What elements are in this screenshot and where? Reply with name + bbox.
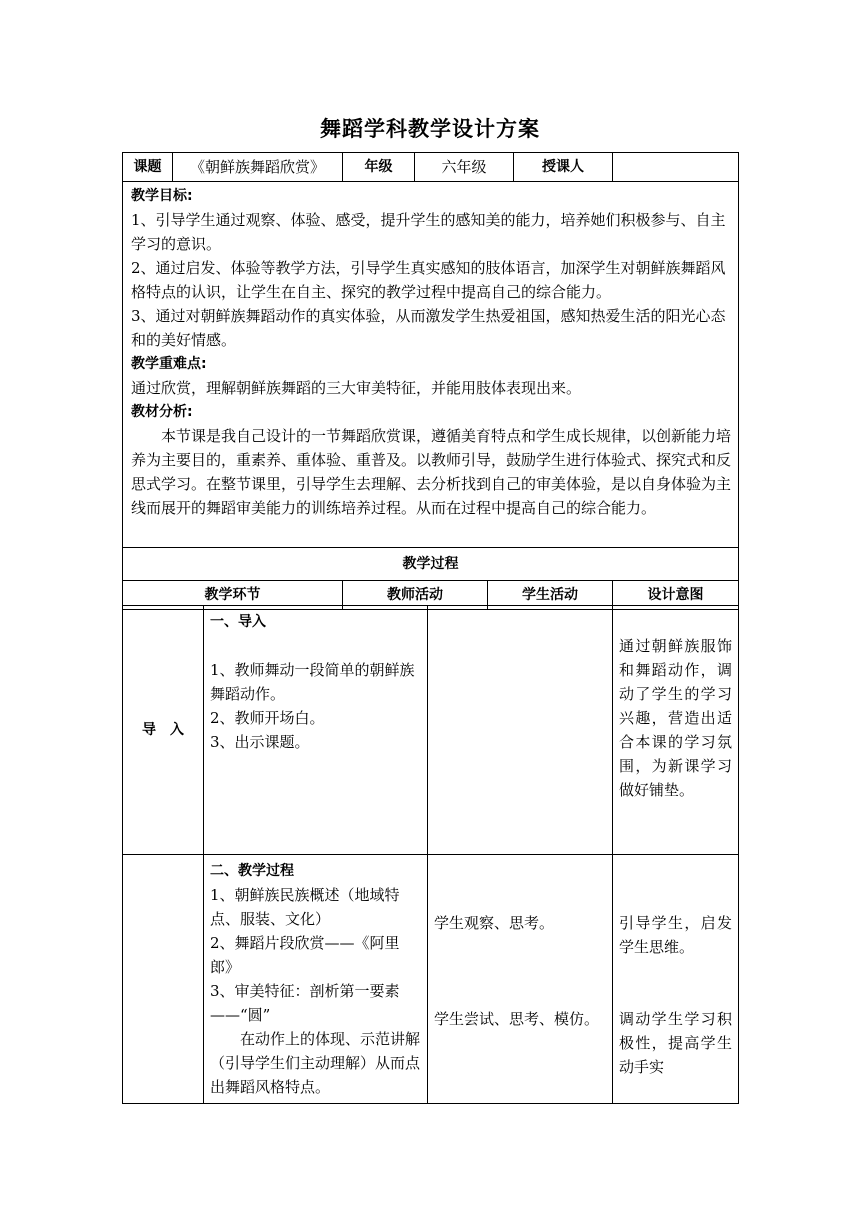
grade-value: 六年级 (415, 153, 514, 182)
process-row-main (123, 855, 739, 1104)
teacher-item: 3、审美特征：剖析第一要素——“圆” (210, 982, 400, 1024)
column-intent: 设计意图 (613, 581, 739, 610)
goals-heading: 教学目标: (131, 188, 193, 204)
analysis-text: 本节课是我自己设计的一节舞蹈欣赏课，遵循美育特点和学生成长规律，以创新能力培养为主要目的，重素养、重体验、重普及。以教师引导，鼓励学生进行体验式、探究式和反思式学习。在整节课里，引导学生去理解、去分析找到自己的审美体验，是以自身体验为主线而展开的舞蹈审美能力的训练培养过程。从而在过程中提高自己的综合能力。 (131, 427, 732, 517)
teacher-value (613, 153, 739, 182)
teacher-heading-intro: 一、导入 (210, 614, 266, 630)
analysis-heading: 教材分析: (131, 404, 193, 420)
student-intro (428, 606, 613, 855)
teacher-item: 2、教师开场白。 (210, 709, 325, 727)
grade-label: 年级 (343, 153, 415, 182)
intent-item: 引导学生，启发学生思维。 (619, 914, 732, 956)
process-heading: 教学过程 (123, 548, 739, 581)
key-points-heading: 教学重难点: (131, 356, 207, 372)
student-item: 学生观察、思考。 (434, 914, 555, 932)
teacher-item: 3、出示课题。 (210, 733, 310, 751)
course-value: 《朝鲜族舞蹈欣赏》 (173, 153, 343, 182)
intent-item: 调动学生学习积极性，提高学生动手实 (619, 1010, 732, 1076)
course-label: 课题 (123, 153, 173, 182)
column-teacher: 教师活动 (343, 581, 488, 610)
process-row-intro (123, 606, 739, 855)
teacher-item: 在动作上的体现、示范讲解（引导学生们主动理解）从而点出舞蹈风格特点。 (210, 1030, 421, 1096)
header-row (123, 153, 739, 182)
goal-item: 2、通过启发、体验等教学方法，引导学生真实感知的肢体语言，加深学生对朝鲜族舞蹈风格特点的认识，让学生在自主、探究的教学过程中提高自己的综合能力。 (131, 259, 726, 301)
teacher-heading-main: 二、教学过程 (210, 863, 294, 879)
lesson-plan-table (122, 152, 739, 610)
teacher-item: 1、教师舞动一段简单的朝鲜族舞蹈动作。 (210, 661, 415, 703)
student-item: 学生尝试、思考、模仿。 (434, 1010, 600, 1028)
column-stage: 教学环节 (123, 581, 343, 610)
stage-intro: 导 入 (123, 606, 204, 855)
column-student: 学生活动 (488, 581, 613, 610)
document-title: 舞蹈学科教学设计方案 (320, 116, 540, 141)
intent-intro: 通过朝鲜族服饰和舞蹈动作，调动了学生的学习兴趣，营造出适合本课的学习氛围，为新课学习做好铺垫。 (613, 606, 739, 855)
stage-main (123, 855, 204, 1104)
goal-item: 1、引导学生通过观察、体验、感受，提升学生的感知美的能力，培养她们积极参与、自主学习的意识。 (131, 211, 726, 253)
teacher-label: 授课人 (514, 153, 613, 182)
goal-item: 3、通过对朝鲜族舞蹈动作的真实体验，从而激发学生热爱祖国，感知热爱生活的阳光心态和的美好情感。 (131, 307, 726, 349)
process-table (122, 605, 739, 1104)
teacher-item: 2、舞蹈片段欣赏——《阿里郎》 (210, 934, 400, 976)
teacher-item: 1、朝鲜族民族概述（地域特点、服装、文化） (210, 886, 400, 928)
process-heading-row (123, 548, 739, 581)
key-points-text: 通过欣赏，理解朝鲜族舞蹈的三大审美特征，并能用肢体表现出来。 (131, 379, 582, 397)
overview-row (123, 182, 739, 548)
